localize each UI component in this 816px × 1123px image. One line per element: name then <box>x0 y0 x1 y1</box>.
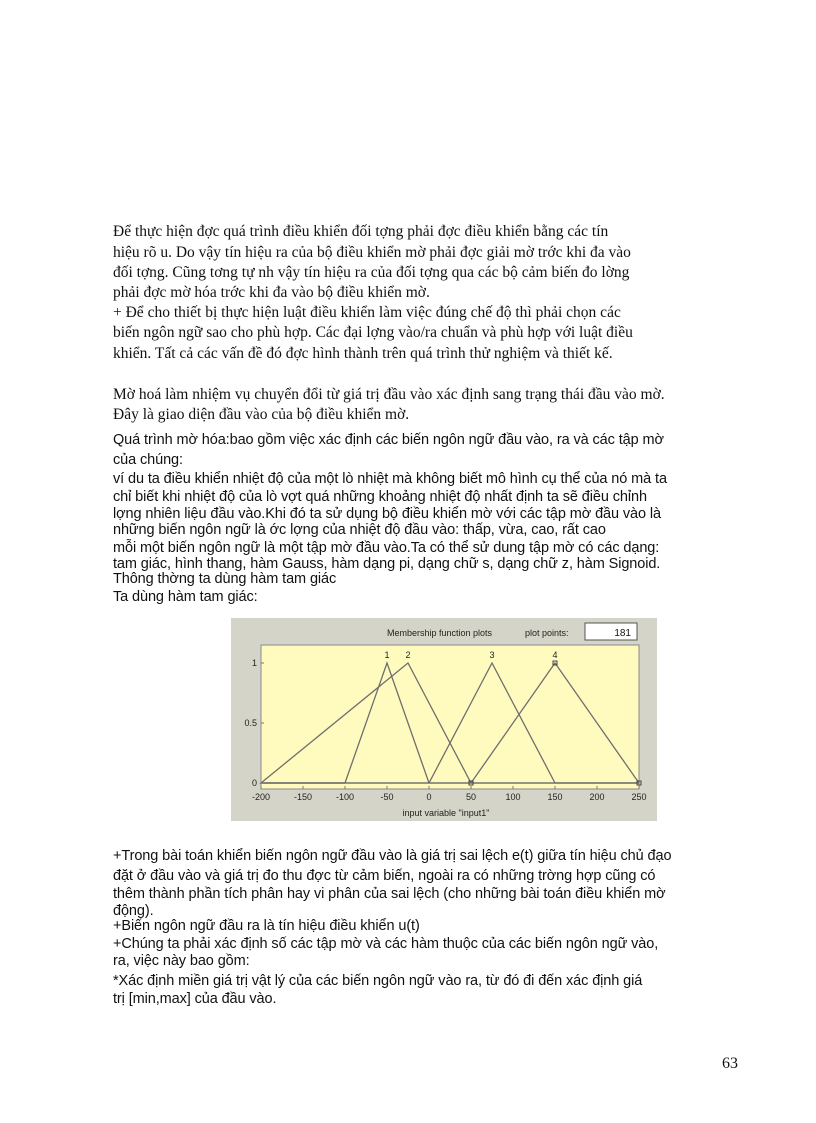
text-line: những biến ngôn ngữ là ớc lợng của nhiệt độ đầu vào: thấp, vừa, cao, rất cao <box>113 522 606 538</box>
plot-points-label: plot points: <box>525 628 569 638</box>
membership-label-2: 2 <box>405 650 411 660</box>
text-line: của chúng: <box>113 452 183 468</box>
figure-title: Membership function plots <box>387 628 493 638</box>
text-line: +Chúng ta phải xác định số các tập mờ và các hàm thuộc của các biến ngôn ngữ vào, <box>113 936 659 952</box>
x-tick-label: 100 <box>505 792 521 802</box>
x-tick-label: -150 <box>293 792 313 802</box>
text-line: + Để cho thiết bị thực hiện luật điều khiển làm việc đúng chế độ thì phải chọn các <box>113 304 621 321</box>
text-line: tam giác, hình thang, hàm Gauss, hàm dạng pi, dạng chữ s, dạng chữ z, hàm Signoid. <box>113 556 661 572</box>
text-line: đặt ở đầu vào và giá trị đo thu đợc từ cảm biến, ngoài ra có những trờng hợp cũng có <box>113 868 656 884</box>
text-line: +Trong bài toán khiển biến ngôn ngữ đầu vào là giá trị sai lệch e(t) giữa tín hiệu chủ đạo <box>113 848 672 864</box>
text-line: lợng nhiên liệu đầu vào.Khi đó ta sử dụng bộ điều khiển mờ với các tập mờ đầu vào là <box>113 506 661 522</box>
y-tick-label: 0.5 <box>244 718 257 728</box>
text-line: Ta dùng hàm tam giác: <box>113 589 258 605</box>
text-line: đối tợng. Cũng tơng tự nh vậy tín hiệu ra của đối tợng qua các bộ cảm biến đo lờng <box>113 264 630 281</box>
text-line: động). <box>113 903 154 919</box>
text-line: phải đợc mờ hóa trớc khi đa vào bộ điều khiển mờ. <box>113 284 430 301</box>
text-line: ra, việc này bao gồm: <box>113 953 250 969</box>
x-tick-label: 50 <box>465 792 477 802</box>
plot-area <box>261 645 639 789</box>
x-tick-label: 200 <box>589 792 605 802</box>
x-tick-label: 0 <box>426 792 432 802</box>
x-tick-label: -50 <box>380 792 394 802</box>
membership-label-3: 3 <box>489 650 495 660</box>
plot-points-value: 181 <box>614 628 631 639</box>
text-line: Thông thờng ta dùng hàm tam giác <box>113 571 337 587</box>
text-line: biến ngôn ngữ sao cho phù hợp. Các đại lợng vào/ra chuẩn và phù hợp với luật điều <box>113 324 633 341</box>
text-line: *Xác định miền giá trị vật lý của các biến ngôn ngữ vào ra, từ đó đi đến xác định giá <box>113 973 643 989</box>
text-line: Mờ hoá làm nhiệm vụ chuyển đổi từ giá trị đầu vào xác định sang trạng thái đầu vào mờ. <box>113 386 665 403</box>
text-line: hiệu rõ u. Do vậy tín hiệu ra của bộ điều khiển mờ phải đợc giải mờ trớc khi đa vào <box>113 244 631 261</box>
membership-label-4: 4 <box>552 650 558 660</box>
text-line: Quá trình mờ hóa:bao gồm việc xác định các biến ngôn ngữ đầu vào, ra và các tập mờ <box>113 432 664 448</box>
text-line: thêm thành phần tích phân hay vi phân của sai lệch (cho những bài toán điều khiển mờ <box>113 886 666 902</box>
text-line: ví du ta điều khiển nhiệt độ của một lò nhiệt mà không biết mô hình cụ thể của nó mà ta <box>113 471 667 487</box>
y-tick-label: 1 <box>251 658 257 668</box>
text-line: khiển. Tất cả các vấn đề đó đợc hình thành trên quá trình thử nghiệm và thiết kế. <box>113 345 613 362</box>
x-axis-label: input variable "input1" <box>402 808 490 818</box>
x-tick-label: 250 <box>631 792 647 802</box>
page-number: 63 <box>722 1055 738 1072</box>
text-line: mỗi một biến ngôn ngữ là một tập mờ đầu vào.Ta có thể sử dung tập mờ có các dạng: <box>113 540 660 556</box>
membership-function-chart <box>231 618 657 821</box>
text-line: Để thực hiện đợc quá trình điều khiển đối tợng phải đợc điều khiển bằng các tín <box>113 223 609 240</box>
x-tick-label: 150 <box>547 792 563 802</box>
text-line: chỉ biết khi nhiệt độ của lò vợt quá những khoảng nhiệt độ nhất định ta sẽ điều chỉnh <box>113 489 647 505</box>
membership-label-1: 1 <box>384 650 390 660</box>
membership-function-figure <box>231 618 657 821</box>
text-line: +Biến ngôn ngữ đầu ra là tín hiệu điều khiển u(t) <box>113 918 420 934</box>
text-line: trị [min,max] của đầu vào. <box>113 991 277 1007</box>
x-tick-label: -100 <box>335 792 355 802</box>
y-tick-label: 0 <box>251 778 257 788</box>
text-line: Đây là giao diện đầu vào của bộ điều khiển mờ. <box>113 406 410 423</box>
x-tick-label: -200 <box>251 792 271 802</box>
